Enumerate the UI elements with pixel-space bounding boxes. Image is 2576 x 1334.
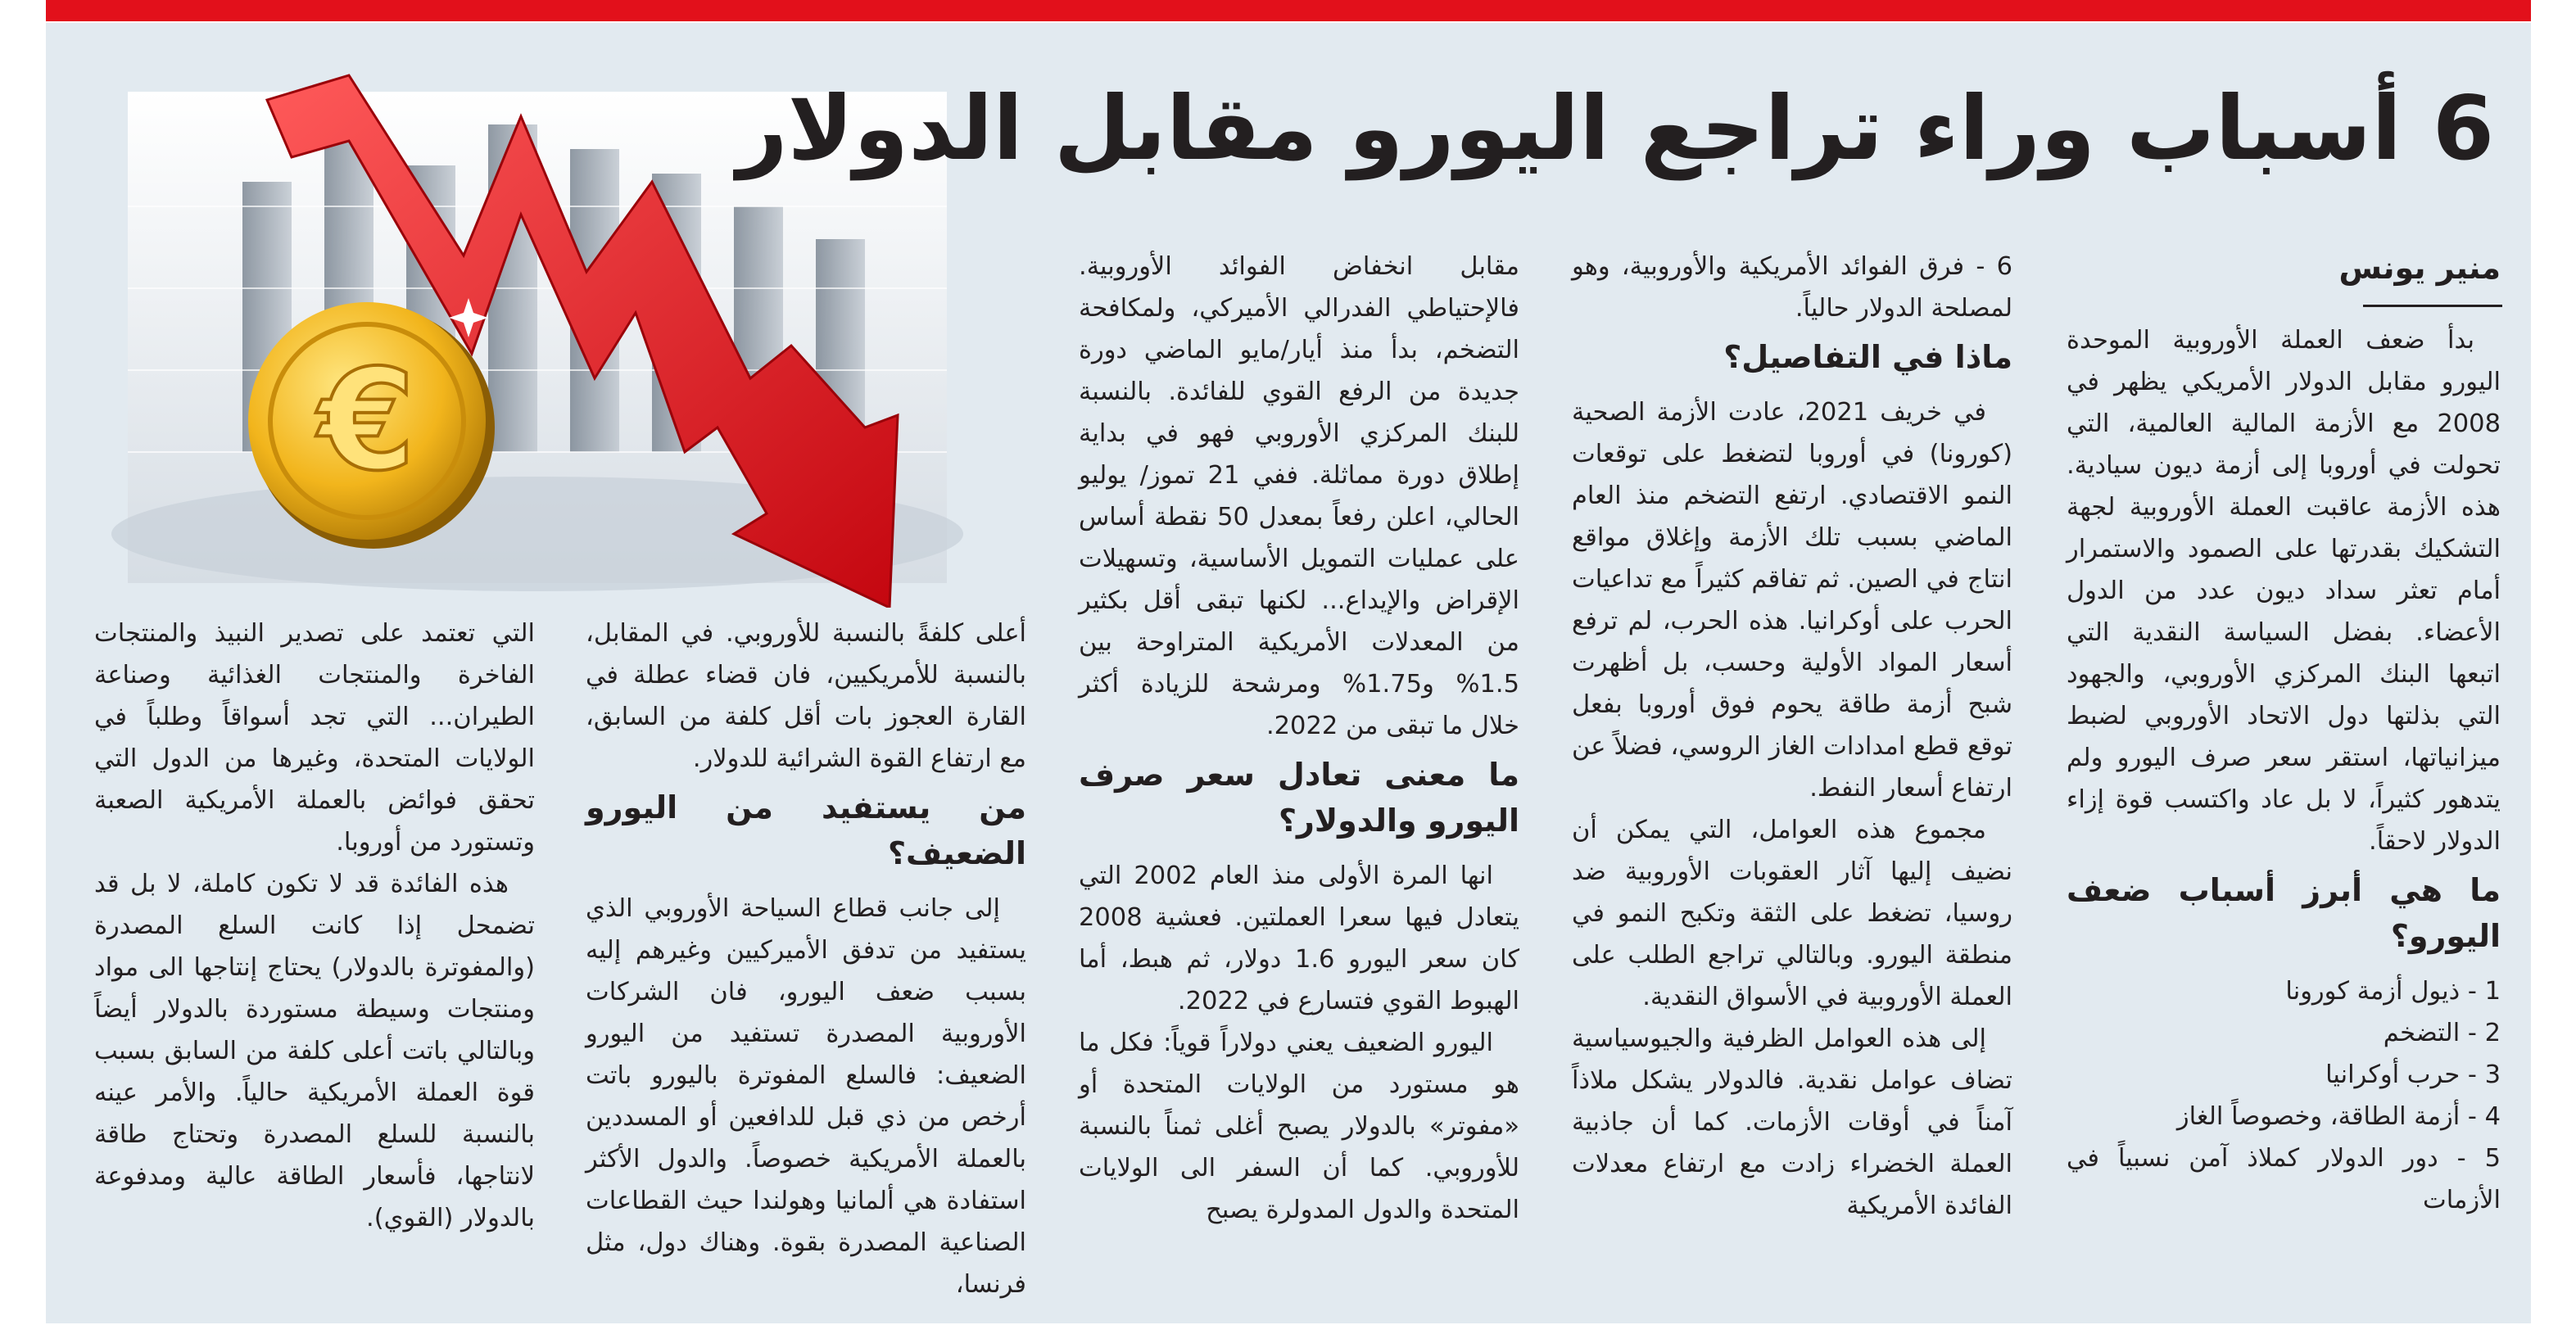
paragraph: هذه الفائدة قد لا تكون كاملة، لا بل قد تضمحل إذا كانت السلع المصدرة (والمفوترة بالدولار) يحتاج إنتاجها الى مواد ومنتجات وسيطة مستوردة بالدولار أيضاً وبالتالي باتت أعلى كلفة من السابق بسبب قوة العملة الأمريكية حالياً. والأمر عينه بالنسبة للسلع المصدرة وتحتاج طاقة لانتاجها، فأسعار الطاقة عالية ومدفوعة بالدولار (القوي). [94,870,535,1232]
paragraph: اليورو الضعيف يعني دولاراً قوياً: فكل ما هو مستورد من الولايات المتحدة أو «مفوتر» بالدولار يصبح أغلى ثمناً بالنسبة للأوروبي. كما أن السفر الى الولايات المتحدة والدول المدولرة يصبح [1079,1029,1519,1224]
paragraph: 4 - أزمة الطاقة، وخصوصاً الغاز [2176,1102,2501,1131]
column-3 [1079,246,1519,1231]
paragraph: التي تعتمد على تصدير النبيذ والمنتجات الفاخرة والمنتجات الغذائية وصناعة الطيران... التي تجد أسواقاً وطلباً في الولايات المتحدة، وغيرها من الدول التي تحقق فوائض بالعملة الأمريكية الصعبة وتستورد من أوروبا. [94,619,535,857]
paragraph: انها المرة الأولى منذ العام 2002 التي يتعادل فيها سعرا العملتين. فعشية 2008 كان سعر اليورو 1.6 دولار، ثم هبط، أما الهبوط القوي فتسارع في 2022. [1079,861,1519,1015]
paragraph: مقابل انخفاض الفوائد الأوروبية. فالإحتياطي الفدرالي الأميركي، ولمكافحة التضخم، بدأ منذ أيار/مايو الماضي دورة جديدة من الرفع القوي للفائدة. بالنسبة للبنك المركزي الأوروبي فهو في بداية إطلاق دورة مماثلة. ففي 21 تموز/ يوليو الحالي، اعلن رفعاً بمعدل 50 نقطة أساس على عمليات التمويل الأساسية، وتسهيلات الإقراض والإيداع... لكنها تبقى أقل بكثير من المعدلات الأمريكية المتراوحة بين 1.5% و1.75% ومرشحة للزيادة أكثر خلال ما تبقى من 2022. [1079,252,1519,740]
column-2 [1572,246,2012,1227]
paragraph: أعلى كلفةً بالنسبة للأوروبي. في المقابل، بالنسبة للأمريكيين، فان قضاء عطلة في القارة العجوز بات أقل كلفة من السابق، مع ارتفاع القوة الشرائية للدولار. [586,619,1026,773]
paragraph: إلى هذه العوامل الظرفية والجيوسياسية تضاف عوامل نقدية. فالدولار يشكل ملاذاً آمناً في أوقات الأزمات. كما أن جاذبية العملة الخضراء زادت مع ارتفاع معدلات الفائدة الأمريكية [1572,1024,2012,1220]
paragraph: 6 - فرق الفوائد الأمريكية والأوروبية، وهو لمصلحة الدولار حالياً. [1572,252,2012,323]
paragraph: مجموع هذه العوامل، التي يمكن أن نضيف إليها آثار العقوبات الأوروبية ضد روسيا، تضغط على الثقة وتكبح النمو في منطقة اليورو. وبالتالي تراجع الطلب على العملة الأوروبية في الأسواق النقدية. [1572,816,2012,1011]
top-red-bar [46,0,2531,21]
paragraph: في خريف 2021، عادت الأزمة الصحية (كورونا) في أوروبا لتضغط على توقعات النمو الاقتصادي. ارتفع التضخم منذ العام الماضي بسبب تلك الأزمة وإغلاق مواقع انتاج في الصين. ثم تفاقم كثيراً مع تداعيات الحرب على أوكرانيا. هذه الحرب، لم ترفع أسعار المواد الأولية وحسب، بل أظهرت شبح أزمة طاقة يحوم فوق أوروبا بفعل توقع قطع امدادات الغاز الروسي، فضلاً عن ارتفاع أسعار النفط. [1572,398,2012,803]
paragraph: 2 - التضخم [2383,1019,2501,1047]
paragraph: إلى جانب قطاع السياحة الأوروبي الذي يستفيد من تدفق الأميركيين وغيرهم إليه بسبب ضعف اليورو، فان الشركات الأوروبية المصدرة تستفيد من اليورو الضعيف: فالسلع المفوترة باليورو باتت أرخص من ذي قبل للدافعين أو المسددين بالعملة الأمريكية خصوصاً. والدول الأكثر استفادة هي ألمانيا وهولندا حيث القطاعات الصناعية المصدرة بقوة. وهناك دول، مثل فرنسا، [586,894,1026,1299]
paragraph: 5 - دور الدولار كملاذ آمن نسبياً في الأزمات [2067,1144,2501,1214]
section-heading: من يستفيد من اليورو الضعيف؟ [586,789,1026,871]
section-heading: ما معنى تعادل سعر صرف اليورو والدولار؟ [1079,757,1519,839]
column-4 [586,613,1026,1305]
headline: 6 أسباب وراء تراجع اليورو مقابل الدولار [736,78,2494,180]
column-5 [94,613,535,1239]
column-1 [2067,246,2501,1221]
euro-icon: € [318,340,416,502]
paragraph: بدأ ضعف العملة الأوروبية الموحدة اليورو مقابل الدولار الأمريكي يظهر في 2008 مع الأزمة المالية العالمية، التي تحولت في أوروبا إلى أزمة ديون سيادية. هذه الأزمة عاقبت العملة الأوروبية لجهة التشكيك بقدرتها على الصمود والاستمرار أمام تعثر سداد ديون عدد من الدول الأعضاء. بفضل السياسة النقدية التي اتبعها البنك المركزي الأوروبي، والجهود التي بذلتها دول الاتحاد الأوروبي لضبط ميزانياتها، استقر سعر صرف اليورو ولم يتدهور كثيراً، لا بل عاد واكتسب قوة إزاء الدولار لاحقاً. [2067,326,2501,856]
author-name: منير يونس [2338,250,2501,286]
section-heading: ماذا في التفاصيل؟ [1723,339,2012,375]
author-underline [2363,305,2502,307]
paragraph: 3 - حرب أوكرانيا [2325,1060,2501,1089]
paragraph: 1 - ذيول أزمة كورونا [2285,977,2501,1006]
section-heading: ما هي أبرز أسباب ضعف اليورو؟ [2067,872,2501,954]
